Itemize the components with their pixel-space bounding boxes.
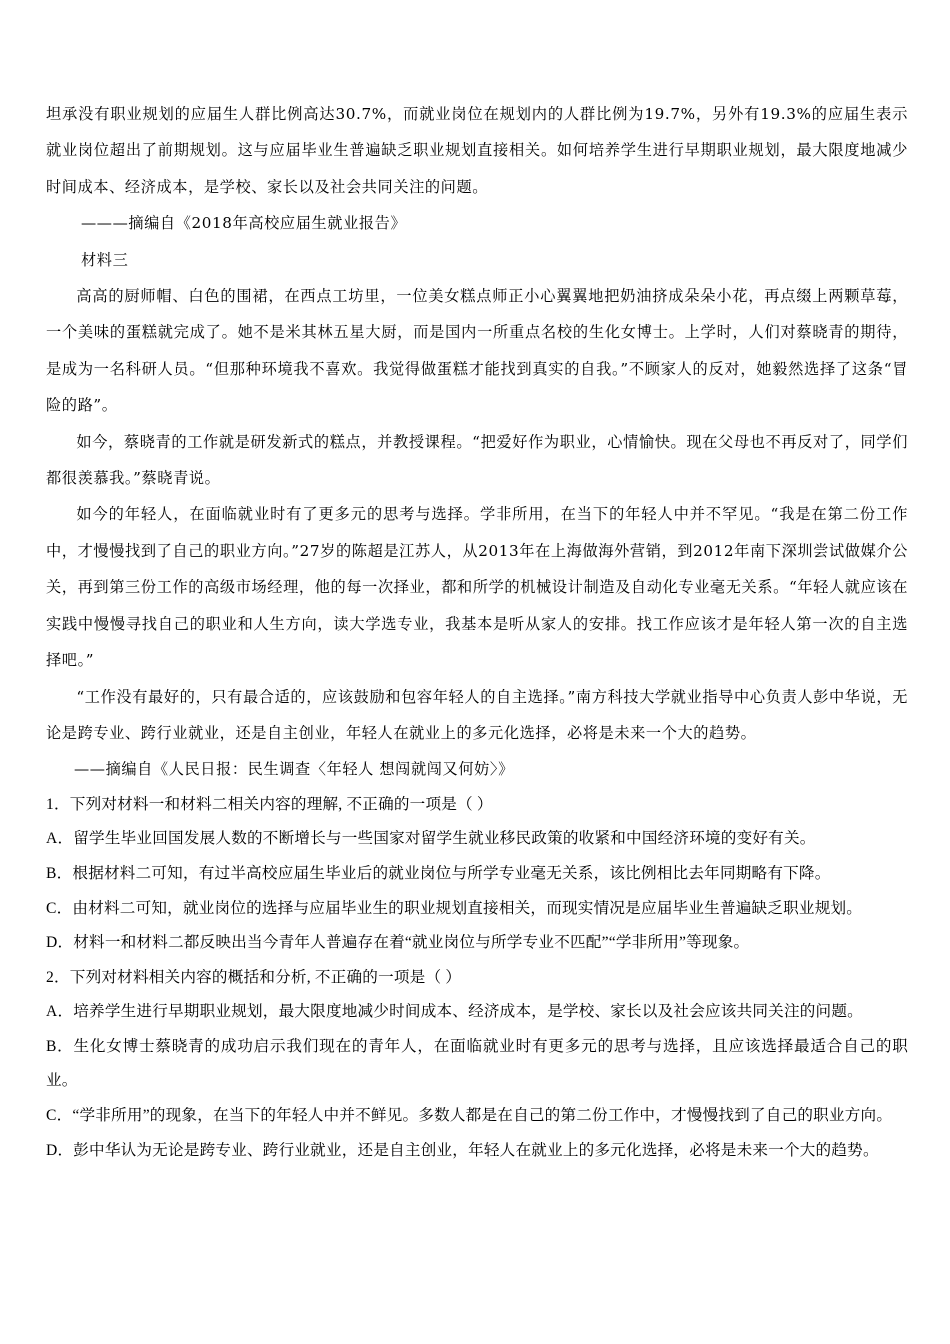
material-3-source: ——摘编自《人民日报：民生调查〈年轻人 想闯就闯又何妨〉》 — [74, 760, 514, 779]
material-3-paragraph: “工作没有最好的，只有最合适的，应该鼓励和包容年轻人的自主选择。”南方科技大学就业指导中心负责人彭中华说，无论是跨专业、跨行业就业，还是自主创业，年轻人在就业上的多元化选择，必将是未来一个大的趋势。 — [46, 687, 908, 742]
material-3-label: 材料三 — [81, 250, 129, 269]
material-3-paragraph: 如今，蔡晓青的工作就是研发新式的糕点，并教授课程。“把爱好作为职业，心情愉快。现在父母也不再反对了，同学们都很羡慕我。”蔡晓青说。 — [46, 432, 908, 488]
question-1-stem: 1．下列对材料一和材料二相关内容的理解, 不正确的一项是（ ） — [46, 795, 493, 813]
question-1-option-d: D．材料一和材料二都反映出当今青年人普遍存在着“就业岗位与所学专业不匹配”“学非所用”等现象。 — [46, 934, 750, 952]
question-2-option-b: B．生化女博士蔡晓青的成功启示我们现在的青年人，在面临就业时有更多元的思考与选择，且应该选择最适合自己的职业。 — [46, 1037, 908, 1090]
question-2 — [46, 961, 908, 1169]
question-2-stem: 2．下列对材料相关内容的概括和分析, 不正确的一项是（ ） — [46, 968, 462, 986]
material-3-paragraph: 高高的厨师帽、白色的围裙，在西点工坊里，一位美女糕点师正小心翼翼地把奶油挤成朵朵小花，再点缀上两颗草莓，一个美味的蛋糕就完成了。她不是米其林五星大厨，而是国内一所重点名校的生化女博士。上学时，人们对蔡晓青的期待，是成为一名科研人员。“但那种环境我不喜欢。我觉得做蛋糕才能找到真实的自我。”不顾家人的反对，她毅然选择了这条“冒险的路”。 — [46, 287, 908, 415]
material-2-source: ———摘编自《2018年高校应届生就业报告》 — [81, 214, 407, 233]
question-2-option-d: D．彭中华认为无论是跨专业、跨行业就业，还是自主创业，年轻人在就业上的多元化选择，必将是未来一个大的趋势。 — [46, 1141, 879, 1159]
material-3-paragraph: 如今的年轻人，在面临就业时有了更多元的思考与选择。学非所用，在当下的年轻人中并不罕见。“我是在第二份工作中，才慢慢找到了自己的职业方向。”27岁的陈超是江苏人，从2013年在上海做海外营销，到2012年南下深圳尝试做媒介公关，再到第三份工作的高级市场经理，他的每一次择业，都和所学的机械设计制造及自动化专业毫无关系。“年轻人就应该在实践中慢慢寻找自己的职业和人生方向，读大学选专业，我基本是听从家人的安排。找工作应该才是年轻人第一次的自主选择吧。” — [46, 505, 908, 670]
material-2-tail — [46, 96, 908, 242]
question-1-option-a: A．留学生毕业回国发展人数的不断增长与一些国家对留学生就业移民政策的收紧和中国经济环境的变好有关。 — [46, 830, 816, 848]
question-2-option-c: C．“学非所用”的现象，在当下的年轻人中并不鲜见。多数人都是在自己的第二份工作中，才慢慢找到了自己的职业方向。 — [46, 1107, 893, 1125]
question-1 — [46, 788, 908, 961]
question-1-option-c: C．由材料二可知，就业岗位的选择与应届毕业生的职业规划直接相关，而现实情况是应届毕业生普遍缺乏职业规划。 — [46, 899, 863, 917]
material-2-paragraph: 坦承没有职业规划的应届生人群比例高达30.7%，而就业岗位在规划内的人群比例为19.7%，另外有19.3%的应届生表示就业岗位超出了前期规划。这与应届毕业生普遍缺乏职业规划直接相关。如何培养学生进行早期职业规划，最大限度地减少时间成本、经济成本，是学校、家长以及社会共同关注的问题。 — [46, 105, 908, 196]
question-2-option-a: A．培养学生进行早期职业规划，最大限度地减少时间成本、经济成本，是学校、家长以及社会应该共同关注的问题。 — [46, 1003, 863, 1021]
document-page — [46, 96, 908, 1168]
question-1-option-b: B．根据材料二可知，有过半高校应届生毕业后的就业岗位与所学专业毫无关系，该比例相比去年同期略有下降。 — [46, 864, 831, 882]
material-3 — [46, 242, 908, 788]
